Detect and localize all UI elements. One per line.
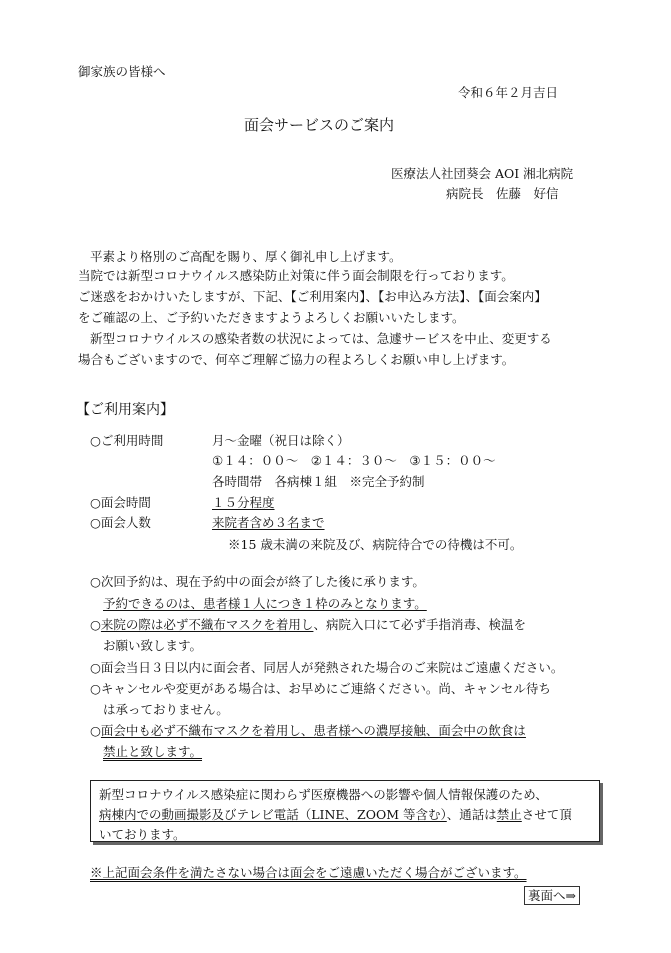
usage-people-row	[90, 514, 325, 533]
notice-line: 新型コロナウイルス感染症に関わらず医療機器への影響や個人情報保護のため、	[99, 787, 548, 802]
usage-heading: 【ご利用案内】	[76, 402, 174, 418]
notice-box	[90, 780, 600, 842]
usage-time-days: 月～金曜（祝日は除く）	[212, 433, 350, 448]
director-name: 病院長 佐藤 好信	[446, 186, 559, 201]
organization-name: 医療法人社団葵会 AOI 湘北病院	[391, 166, 574, 181]
intro-line: 平素より格別のご高配を賜り、厚く御礼申し上げます。	[90, 249, 402, 264]
intro-line: 新型コロナウイルスの感染者数の状況によっては、急遽サービスを中止、変更する	[90, 331, 552, 346]
usage-duration-label: ○面会時間	[90, 495, 151, 510]
usage-duration-value: １５分程度	[212, 495, 275, 510]
usage-time-note: 各時間帯 各病棟１組 ※完全予約制	[212, 474, 425, 489]
notice-text: 、通話は	[446, 807, 497, 822]
intro-line: 場合もございますので、何卒ご理解ご協力の程よろしくお願い申し上げます。	[78, 352, 515, 367]
rule-cancel-cont: は承っておりません。	[103, 702, 229, 717]
usage-people-value: 来院者含め３名まで	[212, 515, 325, 530]
rule-mask-rest: 、病院入口にて必ず手指消毒、検温を	[313, 617, 526, 632]
usage-time-row	[90, 432, 350, 451]
rule-fever: ○面会当日３日以内に面会者、同居人が発熱された場合のご来院はご遠慮ください。	[90, 660, 564, 675]
rule-next-reservation: ○次回予約は、現在予約中の面会が終了した後に承ります。	[90, 574, 425, 589]
page-title: 面会サービスのご案内	[244, 116, 395, 134]
notice-prohibited: 禁止	[496, 807, 522, 822]
rule-next-reservation-detail: 予約できるのは、患者様１人につき１枠のみとなります。	[103, 596, 427, 611]
rule-mask-visit-cont: 禁止と致します。	[103, 744, 203, 759]
rule-mask-entry	[90, 616, 526, 635]
rule-cancel: ○キャンセルや変更がある場合は、お早めにご連絡ください。尚、キャンセル待ち	[90, 681, 551, 696]
usage-people-label: ○面会人数	[90, 515, 151, 530]
usage-duration-row	[90, 494, 275, 513]
rule-mark: ○	[90, 617, 101, 632]
rule-mask-underlined: 来院の際は必ず不織布マスクを着用し	[100, 617, 314, 632]
notice-underlined: 病棟内での動画撮影及びテレビ電話（LINE、ZOOM 等含む）	[99, 807, 447, 822]
usage-people-note: ※15 歳未満の来院及び、病院待合での待機は不可。	[228, 537, 523, 552]
rule-mask-entry-cont: お願い致します。	[103, 638, 203, 653]
intro-line: をご確認の上、ご予約いただきますようよろしくお願いいたします。	[78, 310, 465, 325]
recipient: 御家族の皆様へ	[78, 64, 166, 79]
usage-time-slots: ①１４：００～ ②１４：３０～ ③１５：００～	[212, 453, 496, 468]
issue-date: 令和６年２月吉日	[458, 85, 559, 100]
rule-mask-visit	[90, 722, 526, 741]
intro-line: 当院では新型コロナウイルス感染防止対策に伴う面会制限を行っております。	[78, 268, 514, 283]
rule-mask-visit-underlined: 面会中も必ず不織布マスクを着用し、患者様への濃厚接触、面会中の飲食は	[100, 723, 526, 738]
notice-line: いております。	[99, 827, 186, 842]
next-page-label: 裏面へ⇒	[524, 886, 580, 905]
notice-text: させて頂	[521, 807, 572, 822]
usage-time-label: ○ご利用時間	[90, 433, 164, 448]
footer-warning: ※上記面会条件を満たさない場合は面会をご遠慮いただく場合がございます。	[90, 865, 527, 880]
notice-line	[99, 805, 591, 825]
rule-mark: ○	[90, 723, 101, 738]
intro-line: ご迷惑をおかけいたしますが、下記、【ご利用案内】、【お申込み方法】、【面会案内】	[78, 289, 547, 304]
